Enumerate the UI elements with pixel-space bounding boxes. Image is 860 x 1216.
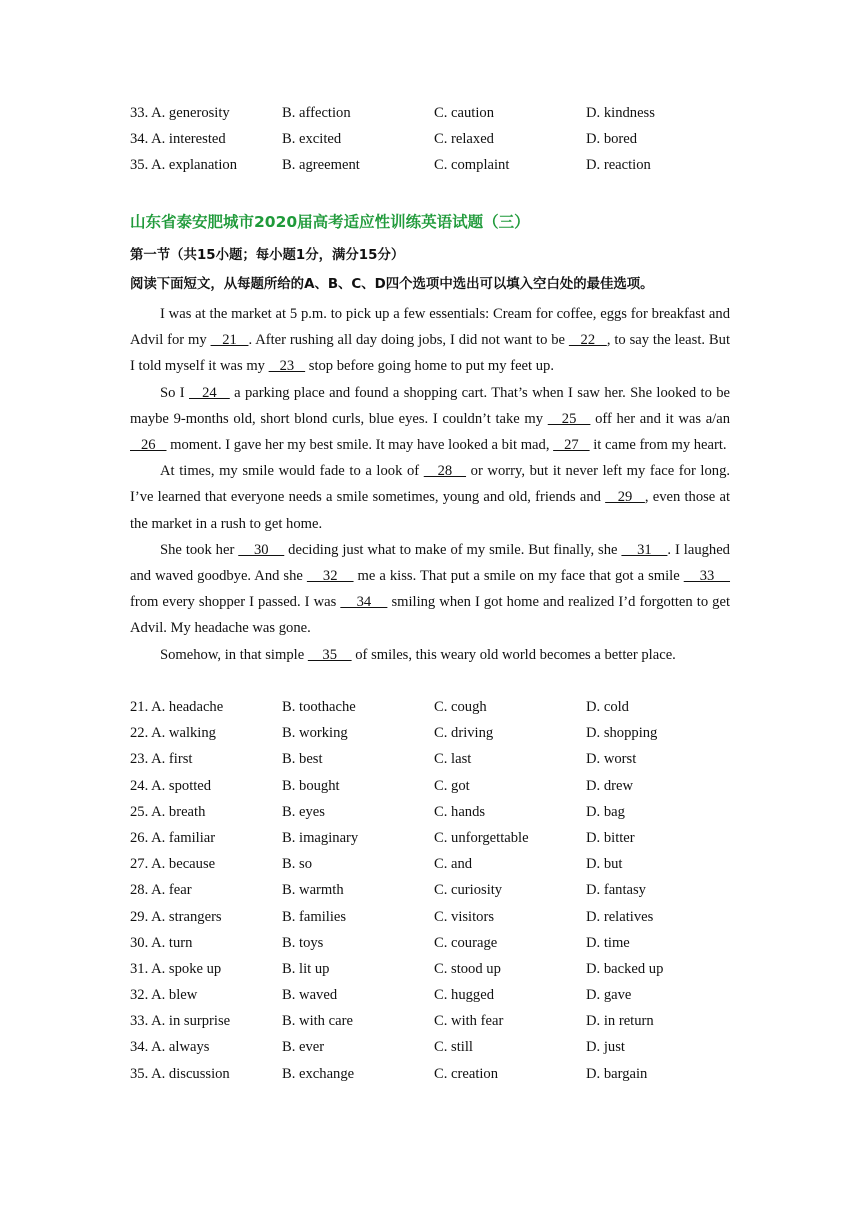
blank-22: 22 [568,332,607,349]
option-a: 35. A. discussion [130,1065,230,1082]
passage-text: At times, my smile would fade to a look of [160,463,424,480]
passage-text: I was at the market at 5 p.m. to pick up a few essentials: Cream for coffee, eggs for breakfast and Advil for my [130,306,730,349]
blank-26: 26 [130,437,167,454]
option-b: B. bought [282,777,340,794]
option-c: C. with fear [434,1013,504,1030]
option-b: B. affection [282,105,351,121]
option-a: 35. A. explanation [130,157,238,174]
option-c: C. stood up [434,960,501,977]
option-a: 33. A. generosity [130,105,230,121]
passage-text: off her and it was a/an [590,410,730,427]
option-c: C. still [434,1039,473,1056]
blank-25: 25 [547,410,591,427]
option-d: D. bag [586,803,625,820]
blank-34: 34 [340,594,388,611]
option-d: D. drew [586,777,634,794]
option-b: B. families [282,908,347,925]
option-a: 29. A. strangers [130,908,222,925]
option-a: 33. A. in surprise [130,1013,231,1030]
option-c: C. got [434,777,470,794]
blank-24: 24 [189,384,230,401]
option-c: C. hands [434,803,486,820]
option-row-25 [130,799,750,825]
option-a: 25. A. breath [130,803,206,820]
option-d: D. in return [586,1013,654,1030]
question-options [130,694,750,1087]
blank-31: 31 [621,541,668,558]
option-a: 34. A. interested [130,131,226,148]
option-c: C. creation [434,1065,499,1082]
option-d: D. backed up [586,960,664,977]
option-a: 22. A. walking [130,725,216,742]
option-d: D. shopping [586,725,658,742]
blank-30: 30 [238,541,285,558]
option-row-22 [130,720,750,746]
passage-text: , to say the least. But I told myself it was my [130,332,730,375]
option-a: 31. A. spoke up [130,960,222,977]
option-row-28 [130,877,750,903]
passage-text: or worry, but it never left my face for long. I’ve learned that everyone needs a smile sometimes, young and old, friends and [130,463,731,506]
previous-question-options [130,100,750,179]
option-a: 24. A. spotted [130,777,212,794]
option-b: B. ever [282,1039,325,1056]
option-c: C. hugged [434,987,494,1004]
blank-21: 21 [210,332,249,349]
instruction-text: 阅读下面短文，从每题所给的A、B、C、D四个选项中选出可以填入空白处的最佳选项。 [130,277,654,292]
option-a: 27. A. because [130,856,216,873]
option-d: D. just [586,1039,625,1056]
blank-32: 32 [306,568,354,585]
blank-29: 29 [605,489,645,506]
option-a: 34. A. always [130,1039,210,1056]
option-b: B. working [282,725,348,742]
option-d: D. relatives [586,908,654,925]
option-d: D. bitter [586,829,635,846]
passage-paragraph-5 [130,642,730,668]
option-d: D. cold [586,699,629,715]
reading-passage [130,301,730,668]
passage-text: Somehow, in that simple [160,646,308,663]
option-a: 32. A. blew [130,987,198,1004]
option-c: C. visitors [434,908,495,925]
option-b: B. excited [282,131,342,148]
option-b: B. so [282,856,313,873]
passage-text: it came from my heart. [589,437,727,454]
option-c: C. and [434,856,473,873]
option-row [130,126,750,152]
blank-23: 23 [268,358,306,375]
passage-text: of smiles, this weary old world becomes a better place. [351,646,676,663]
option-c: C. last [434,751,472,768]
option-row-35 [130,1061,750,1087]
option-row-26 [130,825,750,851]
passage-text: a parking place and found a shopping cart. That’s when I saw her. She looked to be maybe 9-months old, short blond curls, blue eyes. I couldn’t take my [130,384,730,427]
passage-text: from every shopper I passed. I was [130,594,341,611]
option-b: B. best [282,751,323,768]
passage-text: She took her [160,541,239,558]
option-c: C. complaint [434,157,510,174]
option-d: D. fantasy [586,882,646,899]
option-row-33 [130,1008,750,1034]
option-b: B. warmth [282,882,344,899]
passage-paragraph-3 [130,458,730,537]
option-d: D. kindness [586,105,655,121]
passage-text: moment. I gave her my best smile. It may have looked a bit mad, [166,437,554,454]
option-row [130,152,750,178]
option-c: C. courage [434,934,498,951]
option-d: D. reaction [586,157,651,174]
passage-text: deciding just what to make of my smile. But finally, she [284,541,622,558]
passage-paragraph-1 [130,301,730,380]
option-a: 23. A. first [130,751,193,768]
blank-35: 35 [307,646,352,663]
option-d: D. but [586,856,623,873]
option-row-30 [130,930,750,956]
option-d: D. bargain [586,1065,648,1082]
option-d: D. gave [586,987,632,1004]
option-b: B. lit up [282,960,330,977]
passage-text: So I [160,384,189,401]
option-b: B. imaginary [282,829,359,846]
blank-33: 33 [683,568,731,585]
blank-27: 27 [553,437,590,454]
passage-text: smiling when I got home and realized I’d forgotten to get Advil. My headache was gone. [130,594,731,637]
option-b: B. exchange [282,1065,355,1082]
option-b: B. agreement [282,157,360,174]
option-d: D. bored [586,131,638,148]
passage-text: me a kiss. That put a smile on my face that got a smile [353,568,684,585]
option-b: B. waved [282,987,338,1004]
option-c: C. cough [434,699,487,715]
option-a: 30. A. turn [130,934,193,951]
passage-text: stop before going home to put my feet up. [305,358,554,375]
option-c: C. driving [434,725,494,742]
passage-text: . I laughed and waved goodbye. And she [130,541,730,585]
option-row-23 [130,746,750,772]
blank-28: 28 [423,463,467,480]
option-row-32 [130,982,750,1008]
option-row [130,100,750,126]
option-row-31 [130,956,750,982]
option-row-24 [130,773,750,799]
option-d: D. time [586,934,630,951]
passage-text: , even those at the market in a rush to get home. [130,489,731,532]
option-row-29 [130,904,750,930]
passage-text: . After rushing all day doing jobs, I did not want to be [248,332,569,349]
option-b: B. toys [282,934,324,951]
option-b: B. with care [282,1013,353,1030]
option-b: B. toothache [282,699,356,715]
option-a: 21. A. headache [130,699,224,715]
option-b: B. eyes [282,803,325,820]
option-c: C. curiosity [434,882,503,899]
exam-title: 山东省泰安肥城市2020届高考适应性训练英语试题（三） [130,213,530,231]
option-a: 28. A. fear [130,882,192,899]
option-row-34 [130,1034,750,1060]
section-heading: 第一节（共15小题；每小题1分，满分15分） [130,248,405,263]
passage-paragraph-2 [130,380,730,459]
option-c: C. relaxed [434,131,494,148]
option-row-27 [130,851,750,877]
passage-paragraph-4 [130,537,730,642]
option-row-21 [130,694,750,720]
option-d: D. worst [586,751,637,768]
option-a: 26. A. familiar [130,829,216,846]
option-c: C. unforgettable [434,829,529,846]
option-c: C. caution [434,105,494,121]
